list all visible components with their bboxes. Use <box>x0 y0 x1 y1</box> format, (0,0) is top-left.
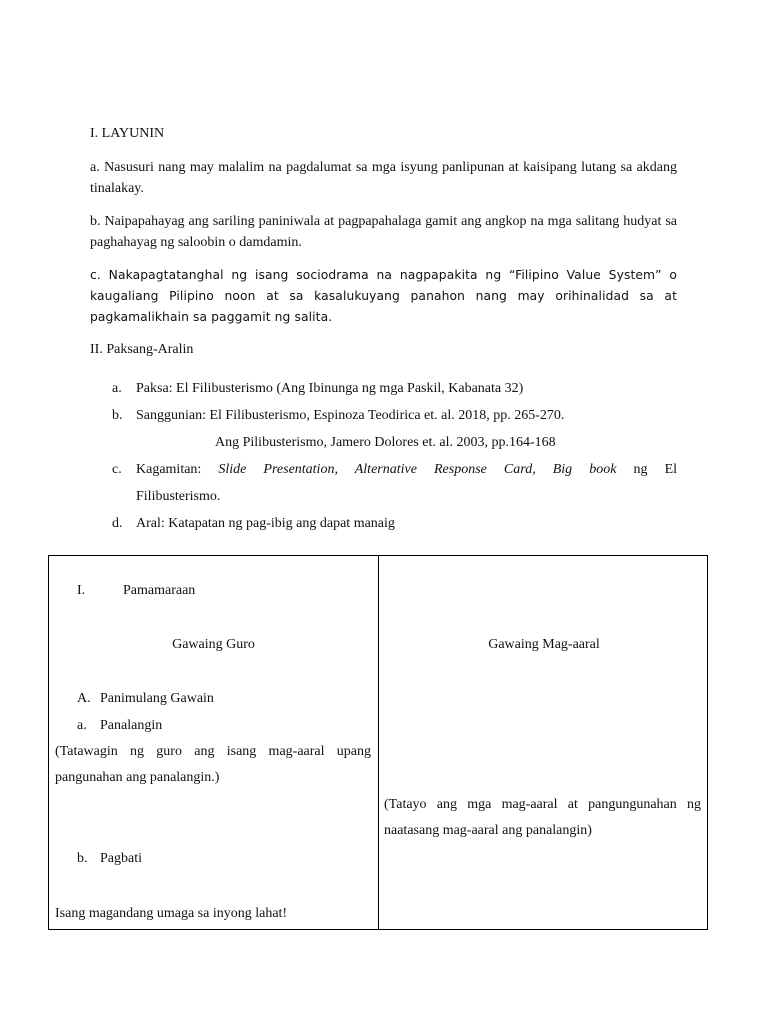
sub-a-title: Panimulang Gawain <box>100 691 214 706</box>
panalangin-title: Panalangin <box>100 718 163 733</box>
pagbati-marker: b. <box>77 851 88 866</box>
layunin-item-b: b. Naipapahayag ang sariling paniniwala at pagpapahalaga gamit ang angkop na mga salitang hudyat sa paghahayag ng saloobin o damdamin. <box>90 214 677 250</box>
paksa-marker: a. <box>112 381 122 396</box>
paksang-aralin-heading: II. Paksang-Aralin <box>90 342 194 357</box>
section-number: I. <box>77 583 86 598</box>
magaaral-panalangin-response: (Tatayo ang mga mag-aaral at pangungunahan ng naatasang mag-aaral ang panalangin) <box>384 797 701 838</box>
kagamitan-continuation: Filibusterismo. <box>136 489 221 504</box>
guro-panalangin-instruction: (Tatawagin ng guro ang isang mag-aaral upang pangunahan ang panalangin.) <box>55 744 371 785</box>
table-column-divider <box>378 556 379 929</box>
left-column-header: Gawaing Guro <box>172 637 255 652</box>
guro-pagbati-text: Isang magandang umaga sa inyong lahat! <box>55 906 288 921</box>
layunin-item-a: a. Nasusuri nang may malalim na pagdalumat sa mga isyung panlipunan at kaisipang lutang sa akdang tinalakay. <box>90 160 677 196</box>
layunin-heading: I. LAYUNIN <box>90 126 165 141</box>
pamamaraan-table <box>48 555 708 930</box>
kagamitan-label: Kagamitan: <box>136 462 202 477</box>
aral-marker: d. <box>112 516 123 531</box>
sub-a-marker: A. <box>77 691 91 706</box>
kagamitan-line <box>136 462 677 478</box>
aral-text: Aral: Katapatan ng pag-ibig ang dapat manaig <box>136 516 395 531</box>
section-title: Pamamaraan <box>123 583 196 598</box>
sanggunian-marker: b. <box>112 408 123 423</box>
right-column-header: Gawaing Mag-aaral <box>488 637 600 652</box>
kagamitan-italic-items: Slide Presentation, Alternative Response Card, Big book <box>218 462 617 477</box>
kagamitan-marker: c. <box>112 462 122 477</box>
paksa-text: Paksa: El Filibusterismo (Ang Ibinunga ng mga Paskil, Kabanata 32) <box>136 381 524 396</box>
kagamitan-suffix: ng El <box>633 462 678 477</box>
panalangin-marker: a. <box>77 718 87 733</box>
pagbati-title: Pagbati <box>100 851 142 866</box>
sanggunian-continuation: Ang Pilibusterismo, Jamero Dolores et. al. 2003, pp.164-168 <box>215 435 556 450</box>
sanggunian-text: Sanggunian: El Filibusterismo, Espinoza Teodirica et. al. 2018, pp. 265-270. <box>136 408 565 423</box>
layunin-item-c: c. Nakapagtatanghal ng isang sociodrama na nagpapakita ng “Filipino Value System” o kaugaliang Pilipino noon at sa kasalukuyang panahon nang may orihinalidad sa at pagkamalikhain sa paggamit ng salita. <box>90 268 677 324</box>
